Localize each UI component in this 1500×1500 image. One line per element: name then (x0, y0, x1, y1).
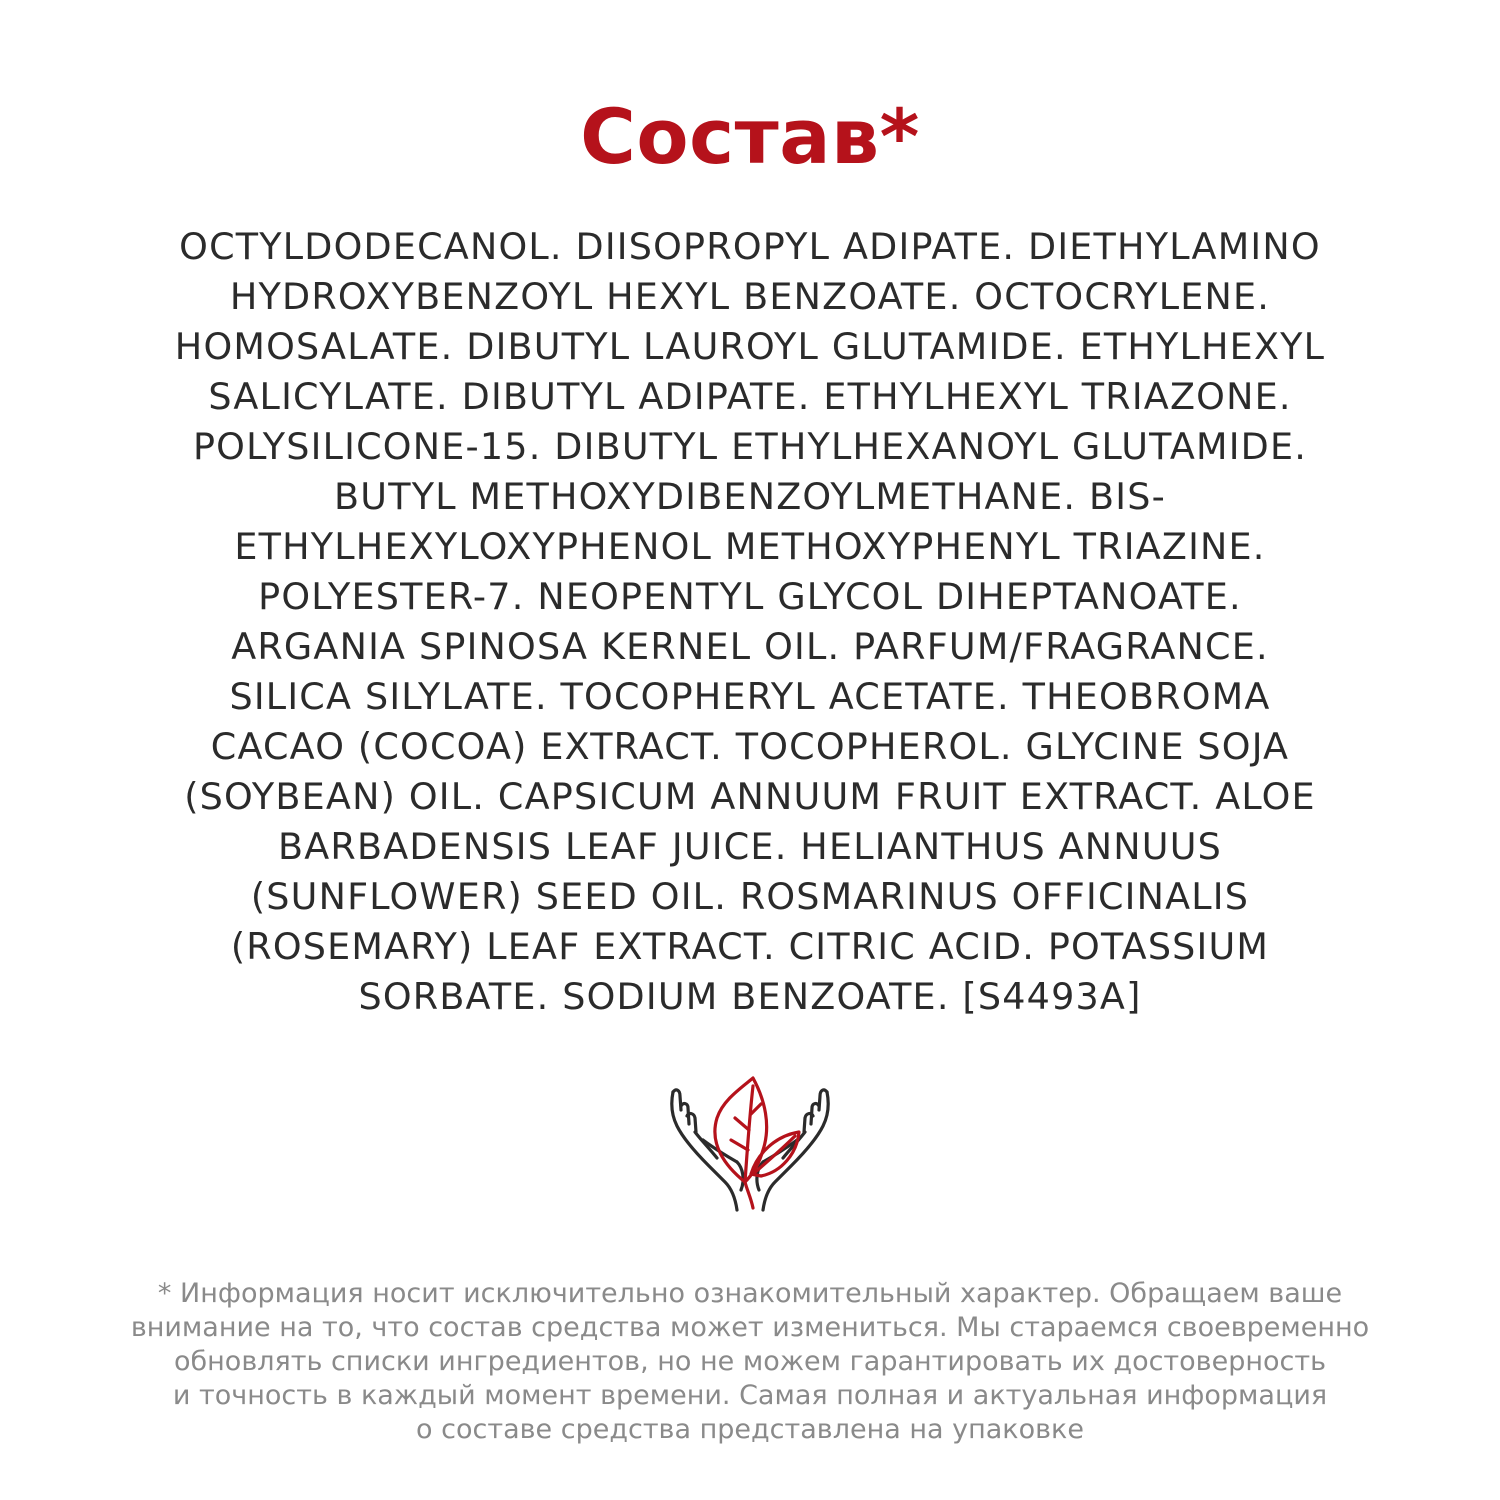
ingredient-list (60, 222, 1440, 1022)
ingredient-line: (SOYBEAN) OIL. CAPSICUM ANNUUM FRUIT EXTRACT. ALOE (184, 775, 1316, 818)
ingredient-line: BUTYL METHOXYDIBENZOYLMETHANE. BIS- (334, 475, 1166, 518)
ingredient-line: HOMOSALATE. DIBUTYL LAUROYL GLUTAMIDE. ETHYLHEXYL (174, 325, 1326, 368)
ingredient-line: POLYSILICONE-15. DIBUTYL ETHYLHEXANOYL GLUTAMIDE. (192, 425, 1308, 468)
disclaimer-footnote (0, 1277, 1500, 1447)
page-title: Состав* (580, 92, 920, 181)
ingredient-line: CACAO (COCOA) EXTRACT. TOCOPHEROL. GLYCINE SOJA (210, 725, 1290, 768)
ingredient-line: ETHYLHEXYLOXYPHENOL METHOXYPHENYL TRIAZINE. (234, 525, 1266, 568)
footnote-line: о составе средства представлена на упаковке (416, 1414, 1084, 1445)
ingredient-line: ARGANIA SPINOSA KERNEL OIL. PARFUM/FRAGRANCE. (231, 625, 1269, 668)
ingredient-line: SILICA SILYLATE. TOCOPHERYL ACETATE. THEOBROMA (229, 675, 1271, 718)
ingredient-line: (ROSEMARY) LEAF EXTRACT. CITRIC ACID. POTASSIUM (230, 925, 1270, 968)
footnote-line: обновлять списки ингредиентов, но не можем гарантировать их достоверность (173, 1346, 1326, 1377)
ingredient-line: BARBADENSIS LEAF JUICE. HELIANTHUS ANNUUS (277, 825, 1222, 868)
ingredient-line: SORBATE. SODIUM BENZOATE. [S4493A] (358, 975, 1142, 1018)
footnote-line: * Информация носит исключительно ознакомительный характер. Обращаем ваше (157, 1278, 1343, 1309)
ingredient-line: HYDROXYBENZOYL HEXYL BENZOATE. OCTOCRYLENE. (229, 275, 1271, 318)
footnote-line: внимание на то, что состав средства может измениться. Мы стараемся своевременно (130, 1312, 1370, 1343)
ingredient-line: SALICYLATE. DIBUTYL ADIPATE. ETHYLHEXYL TRIAZONE. (208, 375, 1292, 418)
hands-holding-leaves-icon (665, 1070, 835, 1220)
ingredient-line: (SUNFLOWER) SEED OIL. ROSMARINUS OFFICINALIS (250, 875, 1250, 918)
footnote-line: и точность в каждый момент времени. Самая полная и актуальная информация (172, 1380, 1328, 1411)
ingredient-line: OCTYLDODECANOL. DIISOPROPYL ADIPATE. DIETHYLAMINO (179, 225, 1321, 268)
ingredient-line: POLYESTER-7. NEOPENTYL GLYCOL DIHEPTANOATE. (258, 575, 1242, 618)
